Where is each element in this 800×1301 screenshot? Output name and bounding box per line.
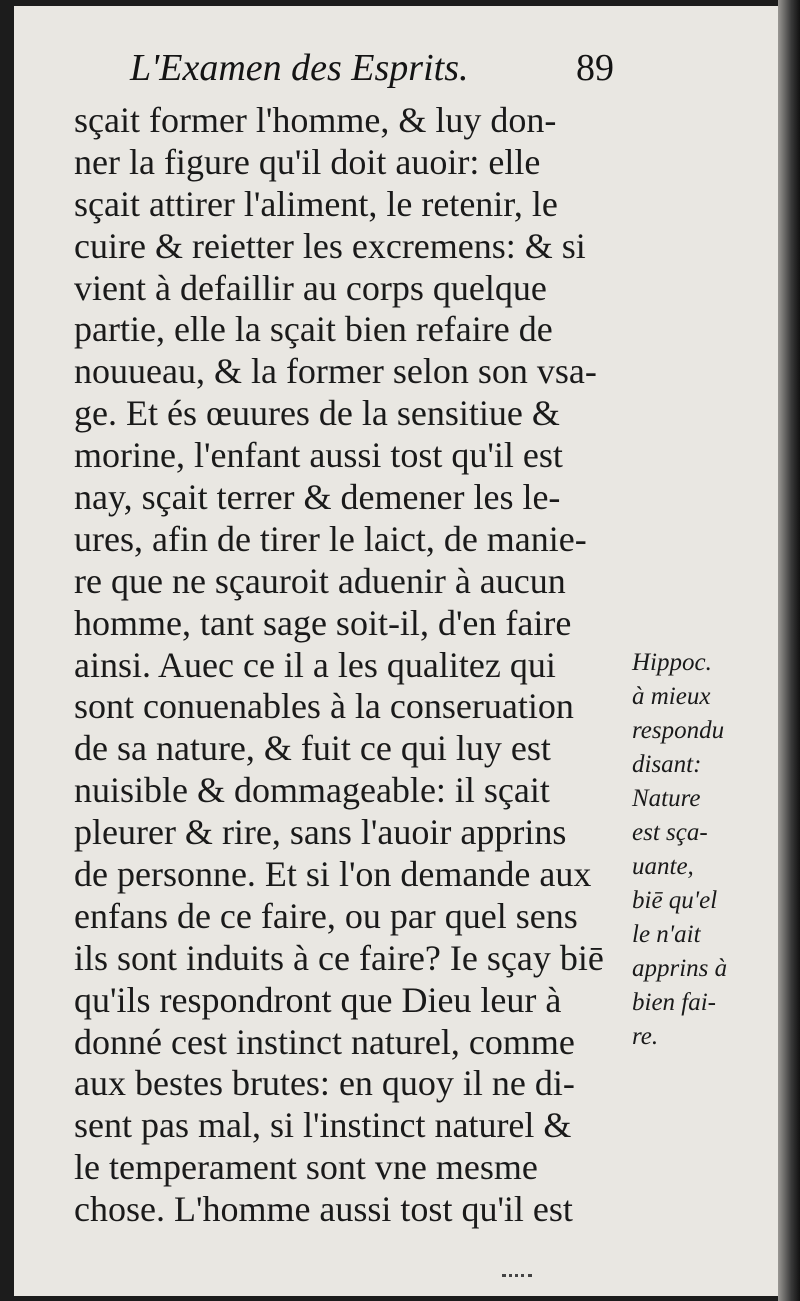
text-line: sent pas mal, si l'instinct naturel & bbox=[74, 1105, 572, 1146]
text-line: de sa nature, & fuit ce qui luy est bbox=[74, 728, 551, 769]
page-header bbox=[130, 46, 630, 96]
body-text bbox=[74, 100, 634, 1231]
text-line: homme, tant sage soit-il, d'en faire bbox=[74, 602, 572, 643]
text-line: sçait former l'homme, & luy don- bbox=[74, 100, 557, 140]
text-line: donné cest instinct naturel, comme bbox=[74, 1021, 575, 1062]
running-title: L'Examen des Esprits. bbox=[130, 47, 469, 89]
text-line: nay, sçait terrer & demener les le- bbox=[74, 477, 561, 518]
text-line: nuisible & dommageable: il sçait bbox=[74, 770, 550, 811]
margin-note-line: respondu bbox=[632, 717, 725, 744]
text-line: partie, elle la sçait bien refaire de bbox=[74, 309, 553, 350]
margin-note-line: uante, bbox=[632, 853, 694, 880]
text-line: vient à defaillir au corps quelque bbox=[74, 267, 547, 308]
text-line: sont conuenables à la conseruation bbox=[74, 686, 574, 727]
margin-note-line: le n'ait bbox=[632, 921, 701, 948]
text-line: ures, afin de tirer le laict, de manie- bbox=[74, 518, 587, 559]
page-gutter-shadow bbox=[778, 0, 800, 1301]
text-line: chose. L'homme aussi tost qu'il est bbox=[74, 1189, 573, 1230]
margin-note bbox=[632, 646, 762, 1054]
text-line: sçait attirer l'aliment, le retenir, le bbox=[74, 183, 558, 224]
text-line: de personne. Et si l'on demande aux bbox=[74, 854, 592, 895]
text-line: ge. Et és œuures de la sensitiue & bbox=[74, 393, 560, 434]
text-line: cuire & reietter les excremens: & si bbox=[74, 225, 586, 266]
page-number: 89 bbox=[576, 47, 614, 89]
book-page bbox=[14, 6, 780, 1296]
margin-note-line: Hippoc. bbox=[632, 649, 712, 676]
margin-note-line: Nature bbox=[632, 785, 701, 812]
text-line: nouueau, & la former selon son vsa- bbox=[74, 351, 597, 392]
text-line: morine, l'enfant aussi tost qu'il est bbox=[74, 435, 563, 476]
margin-note-line: biē qu'el bbox=[632, 887, 718, 914]
margin-note-line: apprins à bbox=[632, 955, 728, 982]
margin-note-line: à mieux bbox=[632, 683, 711, 710]
text-line: enfans de ce faire, ou par quel sens bbox=[74, 895, 578, 936]
margin-note-line: re. bbox=[632, 1023, 659, 1050]
margin-note-line: disant: bbox=[632, 751, 702, 778]
text-line: le temperament sont vne mesme bbox=[74, 1147, 538, 1188]
margin-note-line: est sça- bbox=[632, 819, 708, 846]
text-line: aux bestes brutes: en quoy il ne di- bbox=[74, 1063, 575, 1104]
text-line: ner la figure qu'il doit auoir: elle bbox=[74, 141, 541, 182]
signature-mark bbox=[502, 1268, 532, 1277]
text-line: pleurer & rire, sans l'auoir apprins bbox=[74, 812, 567, 853]
text-line: re que ne sçauroit aduenir à aucun bbox=[74, 560, 566, 601]
text-line: ils sont induits à ce faire? Ie sçay biē bbox=[74, 937, 604, 978]
text-line: ainsi. Auec ce il a les qualitez qui bbox=[74, 644, 556, 685]
margin-note-line: bien fai- bbox=[632, 989, 717, 1016]
text-line: qu'ils respondront que Dieu leur à bbox=[74, 979, 562, 1020]
